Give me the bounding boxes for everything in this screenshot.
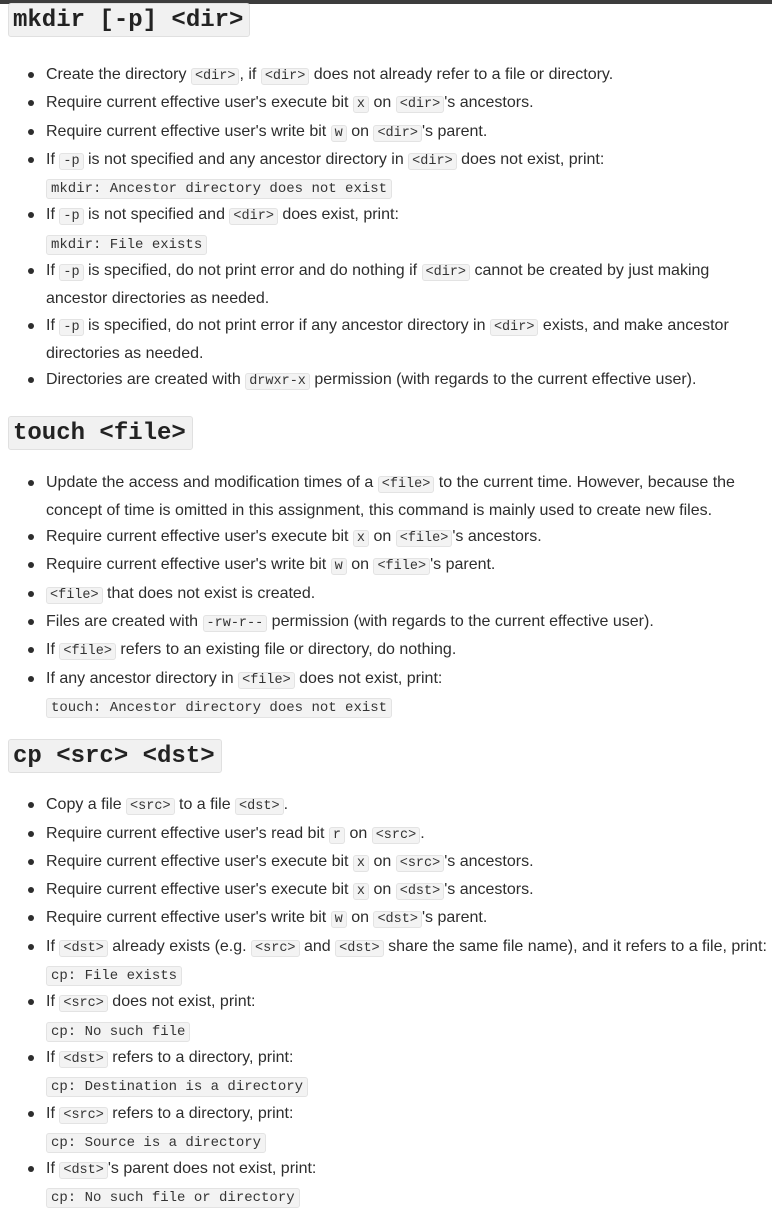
inline-code: <file> bbox=[46, 587, 103, 604]
inline-code: <src> bbox=[126, 798, 175, 815]
item-text: is specified, do not print error and do nothing if bbox=[83, 262, 422, 280]
item-text: If bbox=[46, 206, 60, 224]
touch-rules-list bbox=[8, 470, 768, 722]
item-text: is not specified and bbox=[83, 206, 230, 224]
inline-code: <file> bbox=[238, 672, 295, 689]
error-output bbox=[46, 1184, 768, 1211]
item-text: If bbox=[46, 1160, 60, 1178]
cp-section bbox=[8, 739, 768, 1211]
inline-code: <src> bbox=[251, 940, 300, 957]
list-item bbox=[8, 1045, 768, 1101]
item-text: . bbox=[420, 824, 425, 842]
inline-code: <dir> bbox=[191, 68, 240, 85]
item-text: Copy a file bbox=[46, 796, 127, 814]
list-item bbox=[8, 90, 768, 118]
inline-code: <src> bbox=[372, 827, 421, 844]
inline-code: <dst> bbox=[373, 911, 422, 928]
list-item bbox=[8, 147, 768, 203]
inline-code: r bbox=[329, 827, 345, 844]
item-text: on bbox=[369, 528, 396, 546]
inline-code: <dir> bbox=[422, 264, 471, 281]
inline-code: -rw-r-- bbox=[203, 615, 268, 632]
item-text: 's ancestors. bbox=[444, 881, 534, 899]
inline-code: <dst> bbox=[59, 1051, 108, 1068]
cp-rules-list bbox=[8, 792, 768, 1211]
item-text: Directories are created with bbox=[46, 371, 246, 389]
item-text: If bbox=[46, 641, 60, 659]
item-text: and bbox=[299, 937, 336, 955]
item-text: Create the directory bbox=[46, 66, 191, 83]
inline-code: <dst> bbox=[235, 798, 284, 815]
error-message-code: cp: No such file or directory bbox=[46, 1188, 300, 1208]
list-item bbox=[8, 637, 768, 665]
error-output bbox=[46, 1129, 768, 1156]
item-text: If bbox=[46, 1048, 60, 1066]
mkdir-rules-list bbox=[8, 62, 768, 396]
item-text: Require current effective user's write bit bbox=[46, 556, 331, 574]
item-text: If bbox=[46, 937, 60, 955]
inline-code: -p bbox=[59, 264, 83, 281]
item-text: Require current effective user's execute bit bbox=[46, 852, 353, 870]
list-item bbox=[8, 666, 768, 722]
list-item bbox=[8, 877, 768, 905]
inline-code: <dir> bbox=[396, 96, 445, 113]
inline-code: x bbox=[353, 883, 369, 900]
item-text: that does not exist is created. bbox=[102, 584, 316, 602]
item-text: refers to an existing file or directory, do nothing. bbox=[115, 641, 457, 659]
item-text: 's parent. bbox=[421, 122, 488, 140]
item-text: 's parent. bbox=[421, 909, 488, 927]
item-text: is not specified and any ancestor directory in bbox=[83, 150, 409, 168]
item-text: If bbox=[46, 150, 60, 168]
item-text: does not already refer to a file or directory. bbox=[309, 66, 614, 83]
inline-code: <file> bbox=[373, 558, 430, 575]
list-item bbox=[8, 849, 768, 877]
error-message-code: touch: Ancestor directory does not exist bbox=[46, 698, 392, 718]
inline-code: <dst> bbox=[396, 883, 445, 900]
item-text: permission (with regards to the current effective user). bbox=[309, 371, 697, 389]
item-text: does not exist, print: bbox=[107, 993, 256, 1011]
item-text: permission (with regards to the current effective user). bbox=[267, 613, 654, 631]
list-item bbox=[8, 609, 768, 637]
error-output bbox=[46, 175, 768, 202]
list-item bbox=[8, 821, 768, 849]
mkdir-heading: mkdir [-p] <dir> bbox=[8, 3, 250, 37]
inline-code: w bbox=[331, 558, 347, 575]
item-text: If bbox=[46, 1104, 60, 1122]
error-message-code: cp: No such file bbox=[46, 1022, 190, 1042]
item-text: Require current effective user's read bit bbox=[46, 824, 329, 842]
item-text: 's parent does not exist, print: bbox=[107, 1160, 317, 1178]
touch-section bbox=[8, 416, 768, 722]
item-text: 's ancestors. bbox=[444, 852, 534, 870]
item-text: Update the access and modification times of a bbox=[46, 473, 378, 491]
inline-code: <dir> bbox=[261, 68, 310, 85]
error-output bbox=[46, 1073, 768, 1100]
inline-code: w bbox=[331, 911, 347, 928]
item-text: Require current effective user's execute bit bbox=[46, 528, 353, 546]
item-text: does not exist, print: bbox=[456, 150, 605, 168]
item-text: Require current effective user's write bit bbox=[46, 122, 331, 140]
item-text: Files are created with bbox=[46, 613, 203, 631]
error-message-code: mkdir: File exists bbox=[46, 235, 207, 255]
inline-code: <file> bbox=[396, 530, 453, 547]
inline-code: <src> bbox=[396, 855, 445, 872]
item-text: If bbox=[46, 993, 60, 1011]
list-item bbox=[8, 202, 768, 258]
inline-code: <src> bbox=[59, 995, 108, 1012]
item-text: already exists (e.g. bbox=[107, 937, 252, 955]
item-text: Require current effective user's execute bit bbox=[46, 881, 353, 899]
item-text: on bbox=[369, 852, 396, 870]
inline-code: <dst> bbox=[59, 940, 108, 957]
error-message-code: mkdir: Ancestor directory does not exist bbox=[46, 179, 392, 199]
list-item bbox=[8, 989, 768, 1045]
item-text: on bbox=[369, 881, 396, 899]
inline-code: <dir> bbox=[373, 125, 422, 142]
touch-heading: touch <file> bbox=[8, 416, 193, 450]
inline-code: <dir> bbox=[408, 153, 457, 170]
item-text: to the current time. However, because the concept of time is omitted in this assignment, this command is mainly used to create new files. bbox=[46, 473, 735, 519]
item-text: on bbox=[346, 909, 374, 927]
list-item bbox=[8, 934, 768, 990]
error-output bbox=[46, 962, 768, 989]
item-text: 's ancestors. bbox=[444, 94, 534, 112]
item-text: 's ancestors. bbox=[452, 528, 542, 546]
inline-code: x bbox=[353, 530, 369, 547]
inline-code: -p bbox=[59, 319, 83, 336]
list-item bbox=[8, 313, 768, 368]
inline-code: x bbox=[353, 855, 369, 872]
inline-code: drwxr-x bbox=[245, 373, 310, 390]
inline-code: <dst> bbox=[335, 940, 384, 957]
list-item bbox=[8, 581, 768, 609]
item-text: does not exist, print: bbox=[294, 669, 443, 687]
item-text: on bbox=[346, 122, 374, 140]
inline-code: -p bbox=[59, 208, 83, 225]
inline-code: <file> bbox=[378, 476, 435, 493]
item-text: to a file bbox=[174, 796, 236, 814]
list-item bbox=[8, 905, 768, 933]
list-item bbox=[8, 792, 768, 820]
inline-code: <file> bbox=[59, 643, 116, 660]
item-text: If any ancestor directory in bbox=[46, 669, 239, 687]
list-item bbox=[8, 552, 768, 580]
item-text: Require current effective user's write bit bbox=[46, 909, 331, 927]
list-item bbox=[8, 62, 768, 90]
inline-code: <src> bbox=[59, 1107, 108, 1124]
inline-code: x bbox=[353, 96, 369, 113]
item-text: . bbox=[283, 796, 289, 814]
list-item bbox=[8, 470, 768, 525]
item-text: refers to a directory, print: bbox=[107, 1104, 294, 1122]
list-item bbox=[8, 524, 768, 552]
document bbox=[8, 3, 768, 1212]
error-output bbox=[46, 231, 768, 258]
list-item bbox=[8, 1101, 768, 1157]
list-item bbox=[8, 367, 768, 395]
item-text: on bbox=[369, 94, 396, 112]
item-text: on bbox=[345, 824, 372, 842]
cp-heading: cp <src> <dst> bbox=[8, 739, 222, 773]
item-text: , if bbox=[239, 66, 261, 83]
error-message-code: cp: Source is a directory bbox=[46, 1133, 266, 1153]
inline-code: <dir> bbox=[490, 319, 539, 336]
error-message-code: cp: File exists bbox=[46, 966, 182, 986]
list-item bbox=[8, 258, 768, 313]
inline-code: w bbox=[331, 125, 347, 142]
item-text: does exist, print: bbox=[277, 206, 399, 224]
item-text: cannot be created by just making ancestor directories as needed. bbox=[46, 262, 710, 308]
list-item bbox=[8, 119, 768, 147]
item-text: share the same file name), and it refers to a file, print: bbox=[383, 937, 767, 955]
item-text: exists, and make ancestor directories as needed. bbox=[46, 316, 729, 362]
item-text: If bbox=[46, 316, 60, 334]
inline-code: -p bbox=[59, 153, 83, 170]
item-text: on bbox=[346, 556, 374, 574]
inline-code: <dir> bbox=[229, 208, 278, 225]
mkdir-section bbox=[8, 3, 768, 396]
item-text: If bbox=[46, 262, 60, 280]
list-item bbox=[8, 1156, 768, 1212]
item-text: Require current effective user's execute bit bbox=[46, 94, 353, 112]
error-output bbox=[46, 1018, 768, 1045]
error-output bbox=[46, 694, 768, 721]
item-text: 's parent. bbox=[430, 556, 496, 574]
error-message-code: cp: Destination is a directory bbox=[46, 1077, 308, 1097]
item-text: is specified, do not print error if any ancestor directory in bbox=[83, 316, 490, 334]
item-text: refers to a directory, print: bbox=[107, 1048, 294, 1066]
inline-code: <dst> bbox=[59, 1162, 108, 1179]
